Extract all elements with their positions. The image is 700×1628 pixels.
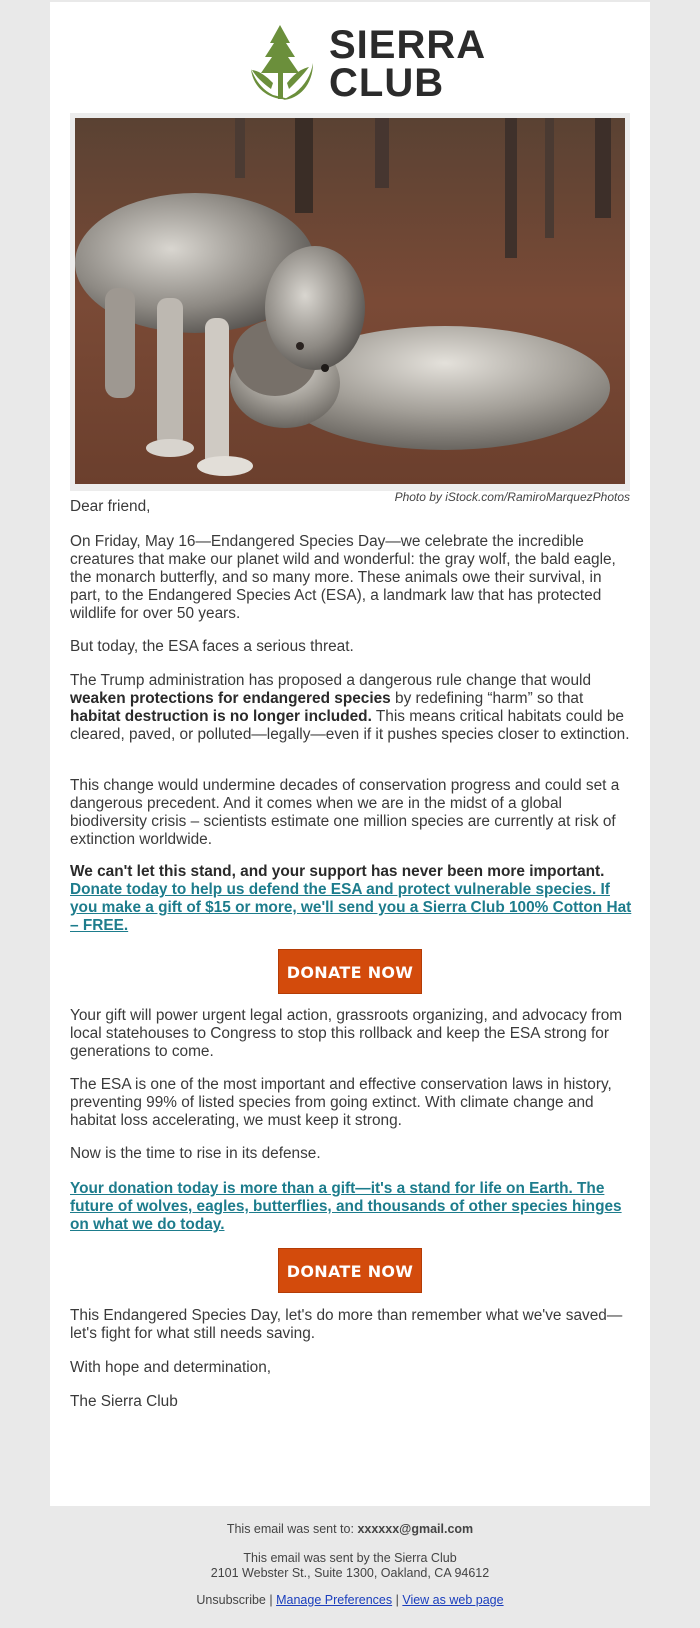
email-card [50,2,650,1506]
signoff [70,1359,635,1377]
view-as-web-page-link[interactable]: View as web page [402,1593,504,1607]
paragraph-10 [70,1307,635,1343]
footer-separator-1: | [265,1593,277,1607]
paragraph-8 [70,1145,635,1163]
logo-line-2: CLUB [329,61,445,105]
paragraph-7-text: The ESA is one of the most important and effective conservation laws in history, preventing 99% of listed species from going extinct. With climate change and habitat loss accelerating, we must keep it strong. [70,1076,612,1129]
paragraph-2-text: But today, the ESA faces a serious threat. [70,638,354,655]
paragraph-6 [70,1007,635,1061]
footer-sender [0,1551,700,1581]
paragraph-4-text: This change would undermine decades of conservation progress and could set a dangerous precedent. And it comes when we are in the midst of a global biodiversity crisis – scientists estimate one million species are currently at risk of extinction worldwide. [70,777,620,848]
signoff-text: With hope and determination, [70,1359,272,1376]
p5-bold: We can't let this stand, and your support has never been more important. [70,863,605,880]
footer-links [0,1593,700,1607]
sierra-club-logo[interactable] [243,23,487,105]
paragraph-9 [70,1180,635,1234]
paragraph-1 [70,533,635,623]
paragraph-3 [70,672,635,744]
donate-link-1[interactable]: Donate today to help us defend the ESA and protect vulnerable species. If you make a gift of $15 or more, we'll send you a Sierra Club 100% Cotton Hat – FREE. [70,881,632,934]
unsubscribe-link[interactable]: Unsubscribe [196,1593,266,1607]
photo-caption: Photo by iStock.com/RamiroMarquezPhotos [394,490,630,504]
paragraph-5 [70,863,635,935]
donate-now-button-2[interactable]: DONATE NOW [278,1248,422,1293]
logo-wordmark [329,23,487,105]
signature-text: The Sierra Club [70,1393,178,1410]
p3-part-e: This means critical habitats could be cleared, paved, or polluted—legally—even if it pushes species closer to extinction. [70,708,630,743]
hero-image-frame [70,113,630,491]
donate-link-2[interactable]: Your donation today is more than a gift—it's a stand for life on Earth. The future of wolves, eagles, butterflies, and thousands of other species hinges on what we do today. [70,1180,622,1233]
signature [70,1393,635,1411]
tree-emblem-icon [243,23,323,103]
postal-address: 2101 Webster St., Suite 1300, Oakland, CA 94612 [210,1566,490,1580]
logo-line-1: SIERRA [329,23,487,67]
paragraph-10-text: This Endangered Species Day, let's do more than remember what we've saved—let's fight for what still needs saving. [70,1307,623,1342]
sent-by-text: This email was sent by the Sierra Club [243,1551,457,1565]
paragraph-6-text: Your gift will power urgent legal action, grassroots organizing, and advocacy from local statehouses to Congress to stop this rollback and keep the ESA strong for generations to come. [70,1007,623,1060]
p3-bold-weaken: weaken protections for endangered species [70,690,391,707]
paragraph-4 [70,777,635,849]
donate-now-button-1[interactable]: DONATE NOW [278,949,422,994]
manage-preferences-link[interactable]: Manage Preferences [276,1593,393,1607]
greeting [70,498,635,516]
paragraph-7 [70,1076,635,1130]
paragraph-1-text: On Friday, May 16—Endangered Species Day—we celebrate the incredible creatures that make our planet wild and wonderful: the gray wolf, the bald eagle, the monarch butterfly, and so many more. These animals owe their survival, in part, to the Endangered Species Act (ESA), a landmark law that has protected wildlife for over 50 years. [70,533,616,622]
p3-part-a: The Trump administration has proposed a dangerous rule change that would [70,672,592,689]
paragraph-2 [70,638,635,656]
p3-part-c: by redefining “harm” so that [390,690,584,707]
sent-to-label: This email was sent to: [226,1522,358,1536]
sent-to-email: xxxxxx@gmail.com [357,1522,474,1536]
greeting-text: Dear friend, [70,498,151,515]
footer-separator-2: | [392,1593,403,1607]
p3-bold-habitat: habitat destruction is no longer included. [70,708,372,725]
footer-sent-to [0,1522,700,1536]
paragraph-8-text: Now is the time to rise in its defense. [70,1145,321,1162]
hero-image[interactable] [75,118,625,484]
